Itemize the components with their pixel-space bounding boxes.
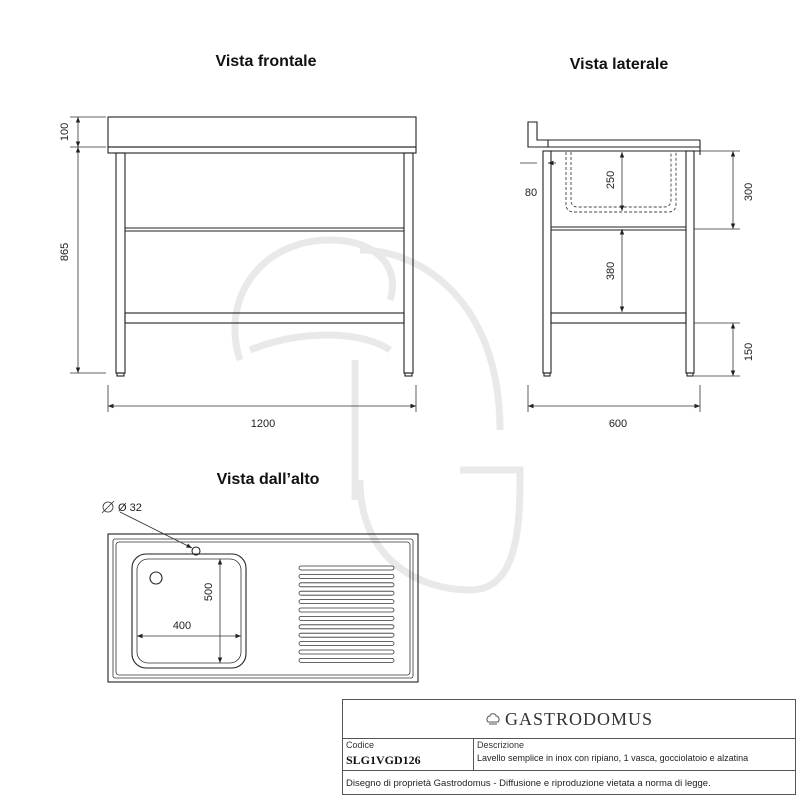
brand-header [343,700,795,739]
front-dimension-lines [70,117,416,412]
description-label: Descrizione [477,740,525,750]
drainer-rib [299,608,394,612]
side-bowl-depth-label: 250 [605,170,617,190]
side-dimension-lines [520,151,740,412]
top-bowl-depth-label: 500 [203,582,215,602]
front-width-label: 1200 [250,418,276,430]
chef-hat-icon [485,711,501,727]
ownership-notice: Disegno di proprietà Gastrodomus - Diffusione e riproduzione vietata a norma di legge. [346,778,711,789]
drainer-rib [299,583,394,587]
side-upper-height-label: 300 [743,182,755,202]
front-height-legs-label: 865 [59,242,71,262]
drainer-rib [299,625,394,629]
front-height-upstand-label: 100 [59,122,71,142]
drainer-rib [299,591,394,595]
drainer-rib [299,600,394,604]
side-mid-gap-label: 380 [605,261,617,281]
side-shelf-height-label: 150 [743,342,755,362]
side-width-label: 600 [608,418,628,430]
drainer-rib [299,574,394,578]
description-value: Lavello semplice in inox con ripiano, 1 vasca, gocciolatoio e alzatina [477,753,749,763]
front-view-title: Vista frontale [215,53,317,70]
top-view-drawing [108,534,418,682]
top-view-title: Vista dall’alto [216,471,320,488]
drainer-rib [299,616,394,620]
top-hole-diameter-label: Ø 32 [118,502,142,514]
description-cell [474,738,795,770]
drainer-rib [299,633,394,637]
code-cell [343,738,474,770]
drainer-rib [299,658,394,662]
side-view-drawing [528,122,700,376]
drainer-rib [299,566,394,570]
drainer-rib [299,650,394,654]
top-bowl-width-label: 400 [172,620,192,632]
code-label: Codice [346,740,375,750]
drainer-rib [299,642,394,646]
drainer-ribs [299,566,394,662]
brand-name: GASTRODOMUS [504,708,654,729]
side-view-title: Vista laterale [569,56,669,73]
code-description-row [343,738,795,771]
code-value: SLG1VGD126 [346,753,421,767]
title-block [342,699,796,795]
watermark-logo [235,240,520,590]
top-dimension-lines [102,501,241,663]
side-upstand-depth-label: 80 [524,187,538,199]
